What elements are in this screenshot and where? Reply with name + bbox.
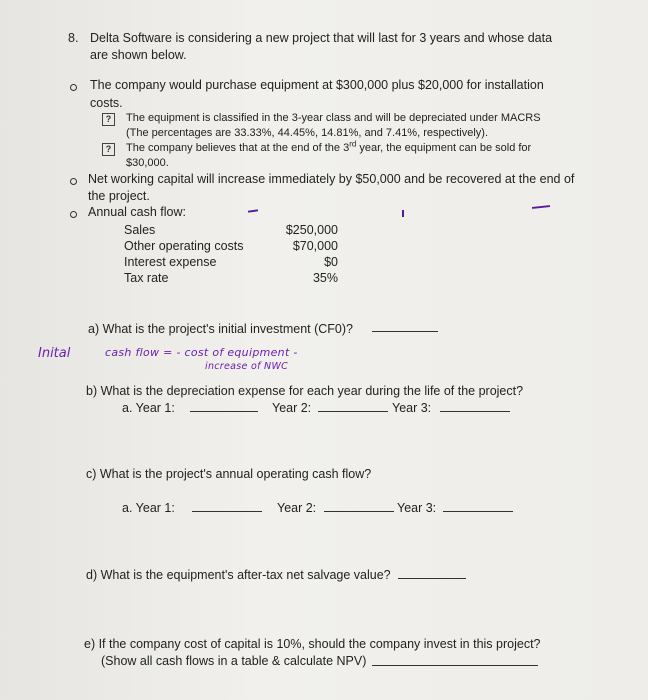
answer-blank[interactable]: [192, 511, 262, 512]
cashflow-value-sales: $250,000: [285, 223, 338, 237]
cashflow-label-interest: Interest expense: [124, 255, 217, 269]
sub-salvage-line1: [126, 141, 531, 156]
part-e-question-line1: e) If the company cost of capital is 10%, should the company invest in this project?: [84, 637, 541, 651]
bullet-icon: [70, 211, 77, 218]
question-text-line1: Delta Software is considering a new project that will last for 3 years and whose data: [90, 31, 553, 45]
cashflow-label-tax-rate: Tax rate: [124, 271, 169, 285]
question-box-icon: ?: [102, 113, 115, 126]
cashflow-label-operating-costs: Other operating costs: [124, 239, 244, 253]
sub-salvage-line2: $30,000.: [126, 157, 169, 169]
part-a-question: a) What is the project's initial investment (CF0)?: [88, 322, 353, 336]
pen-mark: [248, 209, 258, 212]
part-e-question-line2: (Show all cash flows in a table & calculate NPV): [101, 654, 367, 668]
answer-blank[interactable]: [324, 511, 394, 512]
part-d-question: d) What is the equipment's after-tax net salvage value?: [86, 568, 391, 582]
sub-macrs-line1: The equipment is classified in the 3-year class and will be depreciated under MACRS: [126, 112, 541, 124]
part-c-year3-label: Year 3:: [397, 501, 437, 515]
cashflow-value-tax-rate: 35%: [312, 271, 338, 285]
cashflow-label-sales: Sales: [124, 223, 156, 237]
part-c-year2-label: Year 2:: [277, 501, 317, 515]
sub-salvage-line1b: year, the equipment can be sold for: [356, 142, 532, 154]
handwritten-nwc: increase of NWC: [205, 361, 289, 372]
answer-blank[interactable]: [372, 331, 438, 332]
cashflow-value-operating-costs: $70,000: [292, 239, 338, 253]
answer-blank[interactable]: [398, 578, 466, 579]
part-b-year3-label: Year 3:: [392, 401, 432, 415]
bullet-annual-cash-flow: Annual cash flow:: [88, 205, 186, 219]
bullet-icon: [70, 84, 77, 91]
sub-salvage-line1a: The company believes that at the end of the 3: [126, 142, 350, 154]
pen-mark: [532, 205, 550, 209]
part-c-question: c) What is the project's annual operating cash flow?: [86, 467, 372, 481]
bullet-nwc-line1: Net working capital will increase immediately by $50,000 and be recovered at the end of: [88, 172, 575, 186]
answer-blank[interactable]: [440, 411, 510, 412]
handwritten-cash-flow-formula: cash flow = - cost of equipment -: [105, 346, 298, 359]
part-c-year1-label: a. Year 1:: [122, 501, 175, 515]
part-b-year1-label: a. Year 1:: [122, 401, 175, 415]
question-text-line2: are shown below.: [90, 48, 187, 62]
cashflow-value-interest: $0: [324, 255, 338, 269]
answer-blank[interactable]: [190, 411, 258, 412]
bullet-equipment-line1: The company would purchase equipment at $300,000 plus $20,000 for installation: [90, 78, 544, 92]
part-b-question: b) What is the depreciation expense for each year during the life of the project?: [86, 384, 524, 398]
bullet-nwc-line2: the project.: [88, 189, 150, 203]
answer-blank[interactable]: [443, 511, 513, 512]
question-box-icon: ?: [102, 143, 115, 156]
answer-blank[interactable]: [318, 411, 388, 412]
sub-macrs-line2: (The percentages are 33.33%, 44.45%, 14.81%, and 7.41%, respectively).: [126, 127, 488, 139]
question-number: 8.: [68, 31, 79, 45]
part-b-year2-label: Year 2:: [272, 401, 312, 415]
bullet-equipment-line2: costs.: [90, 96, 123, 110]
sub-salvage-sup: rd: [349, 139, 357, 149]
pen-mark: [402, 210, 404, 217]
answer-blank[interactable]: [372, 665, 538, 666]
handwritten-initial: Inital: [38, 346, 71, 361]
bullet-icon: [70, 178, 77, 185]
